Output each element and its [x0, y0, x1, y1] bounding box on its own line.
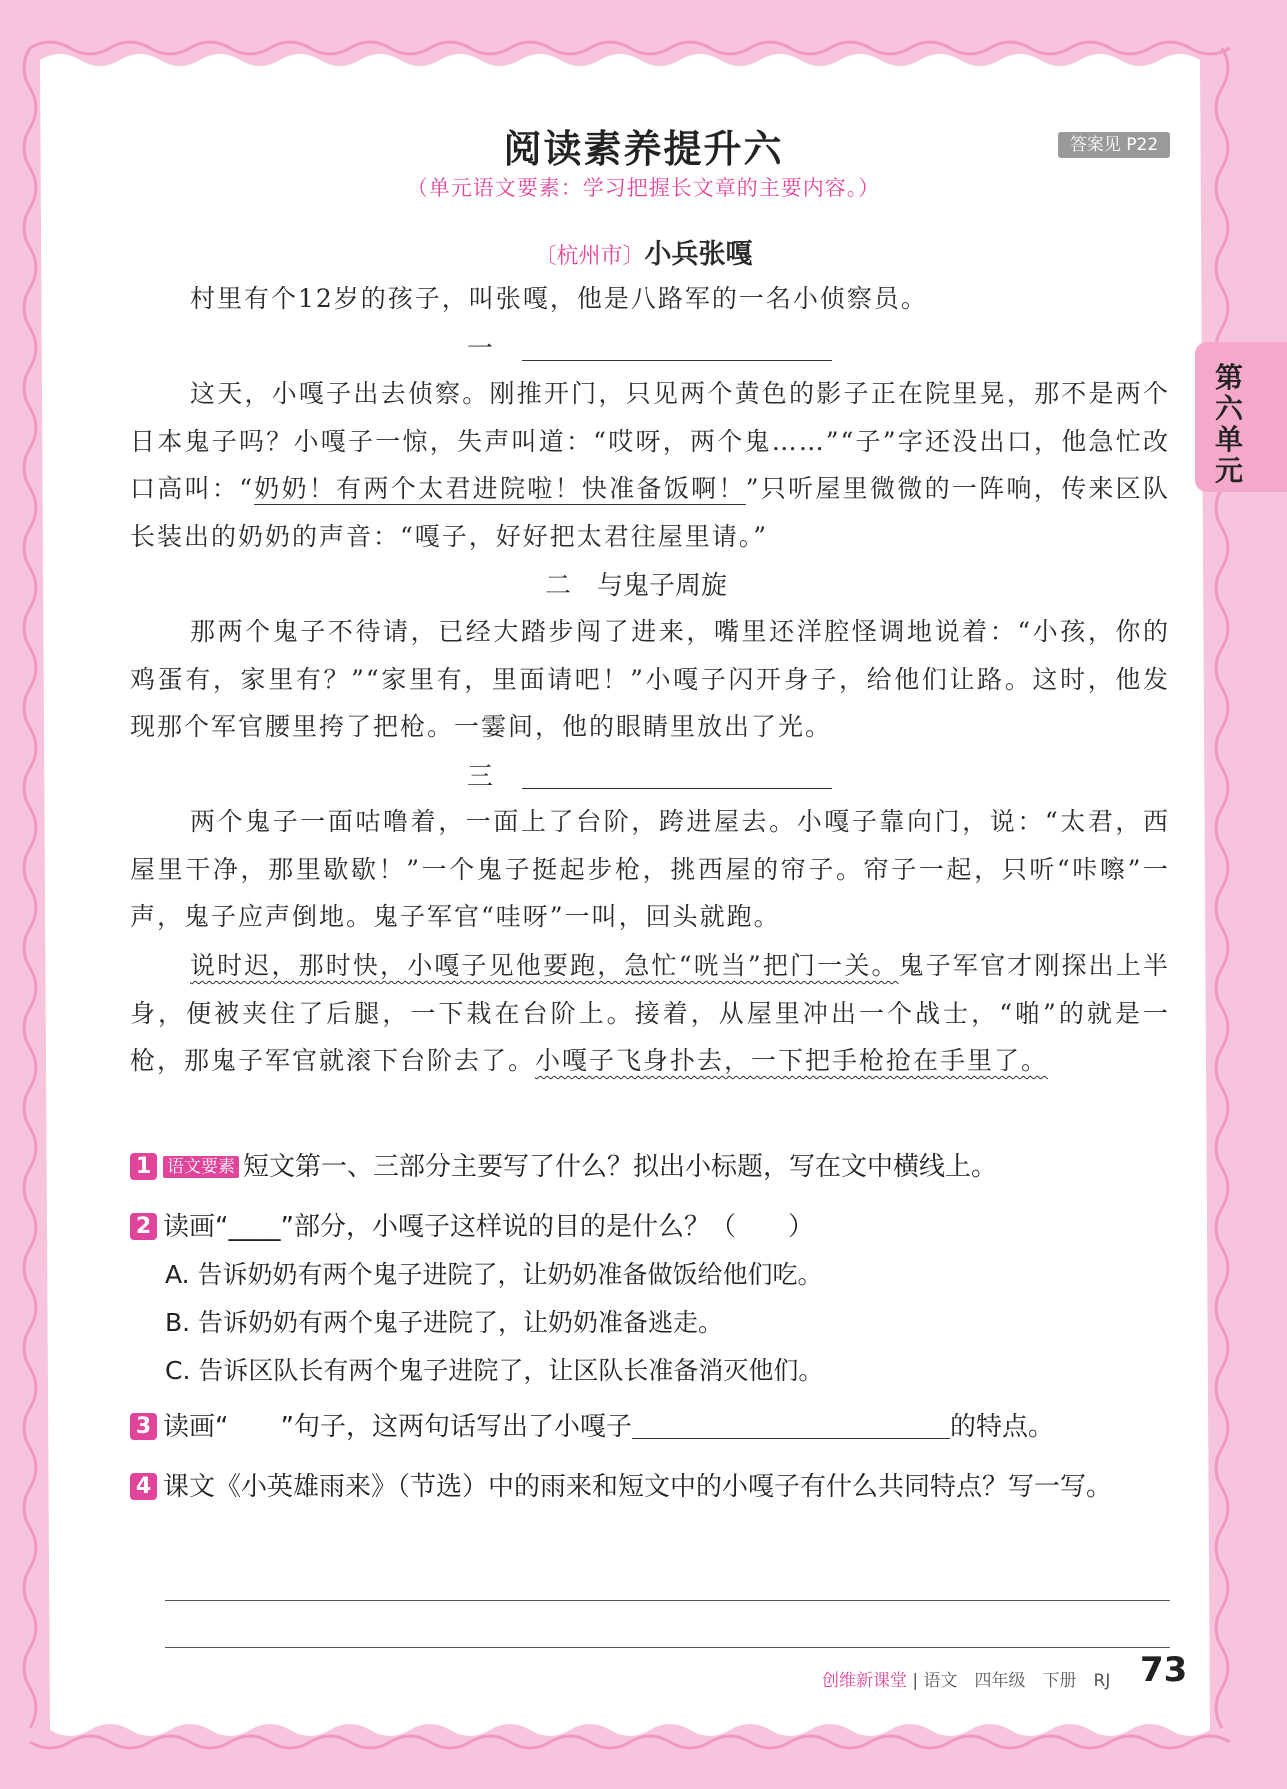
section-1-title-blank[interactable]	[522, 360, 832, 361]
unit-side-tab-label: 第六单元	[1215, 361, 1244, 487]
question-3-text-post: 的特点。	[949, 1412, 1054, 1442]
story-paragraph-3: 两个鬼子一面咕噜着，一面上了台阶，跨进屋去。小嘎子靠向门，说：“太君，西屋里干净，那里歇歇！”一个鬼子挺起步枪，挑西屋的帘子。帘子一起，只听“咔嚓”一声，鬼子应声倒地。鬼子军官“哇呀”一叫，回头就跑。	[130, 807, 1170, 931]
p4-text-mid: 鬼子军官才刚探出上半身，便被夹住了后腿，一下栽在台阶上。接着，从屋里冲出一个战士，“啪”的就是一枪，那鬼子军官就滚下台阶去了。	[130, 951, 1170, 1075]
p1-underlined-sentence: 奶奶！有两个太君进院啦！快准备饭啊！	[253, 474, 746, 503]
section-3-title-blank[interactable]	[522, 788, 832, 789]
answer-reference-badge: 答案见 P22	[1058, 132, 1170, 158]
story-name: 小兵张嘎	[644, 239, 753, 270]
page-number: 73	[1140, 1650, 1188, 1690]
question-3-number: 3	[130, 1413, 157, 1440]
story-paragraph-2: 那两个鬼子不待请，已经大踏步闯了进来，嘴里还洋腔怪调地说着：“小孩，你的鸡蛋有，家里有？”“家里有，里面请吧！”小嘎子闪开身子，给他们让路。这时，他发现那个军官腰里挎了把枪。一霎间，他的眼睛里放出了光。	[130, 617, 1170, 741]
question-1	[130, 1143, 1180, 1191]
section-2-title: 二 与鬼子周旋	[545, 571, 728, 601]
question-2-option-b[interactable]: B. 告诉奶奶有两个鬼子进院了，让奶奶准备逃走。	[165, 1308, 724, 1337]
footer-book-info: | 语文 四年级 下册 RJ	[912, 1671, 1111, 1691]
unit-side-tab	[1195, 342, 1287, 492]
section-3-number: 三	[467, 762, 494, 792]
question-4	[130, 1463, 1180, 1511]
p4-wavy-sentence-1: 说时迟，那时快，小嘎子见他要跑，急忙“咣当”把门一关。	[190, 951, 899, 980]
question-1-number: 1	[130, 1153, 157, 1180]
unit-requirement-subtitle: （单元语文要素：学习把握长文章的主要内容。）	[406, 176, 881, 200]
footer-brand: 创维新课堂	[822, 1671, 907, 1691]
story-city: 〔杭州市〕	[534, 244, 645, 269]
question-4-number: 4	[130, 1473, 157, 1500]
question-2-text: 读画“____”部分，小嘎子这样说的目的是什么？（ ）	[163, 1212, 814, 1242]
question-3-text-mid: ”句子，这两句话写出了小嘎子	[280, 1412, 632, 1442]
p1-text-a: 这天，小嘎子出去侦察。刚推开门，只见两个黄色的影子正在院里晃，那不是两个日本鬼子吗？小嘎子一惊，失声叫道：“哎呀，两个鬼……”“子”字还没出口，他急忙改口高叫：“	[130, 379, 1170, 503]
page-title: 阅读素养提升六	[503, 127, 784, 171]
answer-line-2[interactable]	[165, 1647, 1170, 1648]
story-paragraph-4	[130, 942, 1170, 1085]
question-3-answer-blank[interactable]	[632, 1412, 950, 1439]
question-2-option-c[interactable]: C. 告诉区队长有两个鬼子进院了，让区队长准备消灭他们。	[165, 1356, 824, 1385]
story-paragraph-1	[130, 370, 1170, 560]
question-3-text-pre: 读画“	[163, 1412, 229, 1442]
question-2-option-a[interactable]: A. 告诉奶奶有两个鬼子进院了，让奶奶准备做饭给他们吃。	[165, 1260, 823, 1289]
question-1-tag: 语文要素	[163, 1156, 239, 1178]
question-1-text: 短文第一、三部分主要写了什么？拟出小标题，写在文中横线上。	[243, 1152, 998, 1182]
question-2	[130, 1203, 1180, 1251]
question-3	[130, 1403, 1180, 1451]
question-4-text: 课文《小英雄雨来》（节选）中的雨来和短文中的小嘎子有什么共同特点？写一写。	[163, 1472, 1113, 1502]
story-heading	[0, 232, 1287, 271]
question-3-wavy-mark	[228, 1403, 280, 1451]
footer-info	[822, 1666, 1110, 1691]
p4-wavy-sentence-2: 小嘎子飞身扑去，一下把手枪抢在手里了。	[535, 1046, 1049, 1075]
question-2-number: 2	[130, 1213, 157, 1240]
answer-line-1[interactable]	[165, 1600, 1170, 1601]
story-intro: 村里有个12岁的孩子，叫张嘎，他是八路军的一名小侦察员。	[190, 284, 928, 313]
section-1-number: 一	[467, 334, 494, 364]
p1-text-b: ”只听屋里微微的一阵响，传来区队长装出的奶奶的声音：“嘎子，好好把太君往屋里请。”	[130, 474, 1170, 551]
